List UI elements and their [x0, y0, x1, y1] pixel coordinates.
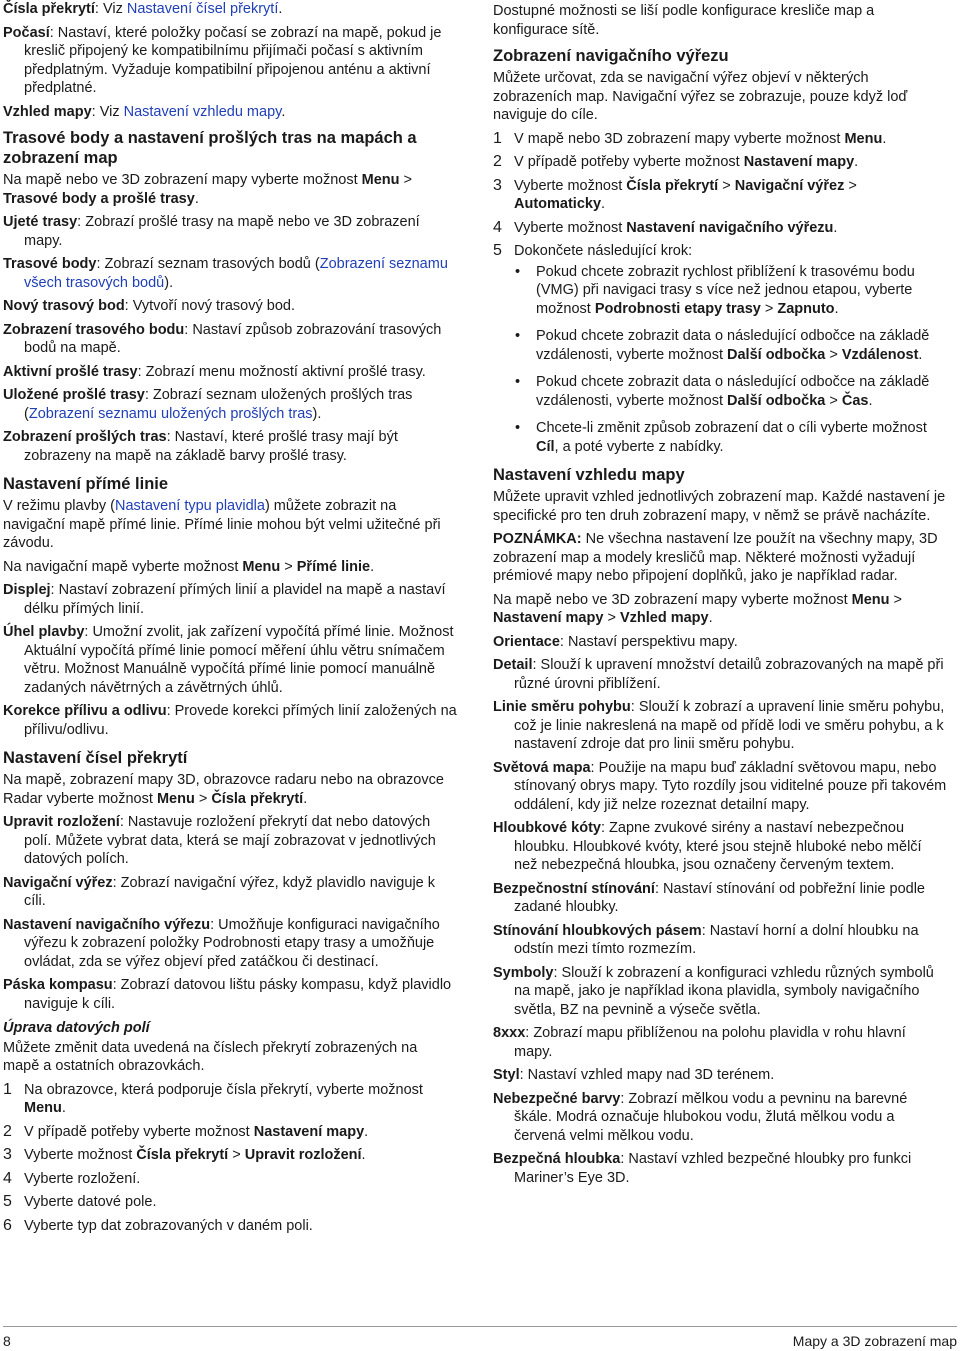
def-item: Páska kompasu: Zobrazí datovou lištu pásky kompasu, když plavidlo naviguje k cíli.: [3, 977, 452, 1012]
def-item: Korekce přílivu a odlivu: Provede korekci přímých linií založených na přílivu/odlivu.: [3, 703, 457, 738]
def-item: Displej: Nastaví zobrazení přímých linií a plavidel na mapě a nastaví délku přímých linií.: [3, 582, 446, 617]
def-item: Styl: Nastaví vzhled mapy nad 3D terénem.: [493, 1067, 775, 1083]
def-item: Orientace: Nastaví perspektivu mapy.: [493, 633, 738, 650]
link-overlay-settings[interactable]: Nastavení čísel překrytí: [126, 1, 279, 17]
chapter-title: Mapy a 3D zobrazení map: [792, 1333, 957, 1349]
heading-edit-data-fields: Úprava datových polí: [3, 1020, 150, 1036]
page-footer: [3, 1326, 957, 1349]
def-item: Nový trasový bod: Vytvoří nový trasový bod.: [3, 298, 295, 314]
def-item: Bezpečnostní stínování: Nastaví stínování od pobřežní linie podle zadané hloubky.: [493, 880, 925, 915]
heading-overlay-numbers: Nastavení čísel překrytí: [3, 749, 188, 767]
nav-inset-steps: [493, 130, 947, 457]
bullet-item: • Pokud chcete zobrazit rychlost přiblížení k trasovému bodu (VMG) při navigaci trasy s více než jednou etapou, vyberte možnost Podrobnosti etapy trasy > Zapnuto.: [515, 263, 947, 319]
step: 5 Vyberte datové pole.: [3, 1193, 157, 1210]
link-waypoint-list[interactable]: Zobrazení seznamu všech trasových bodů: [24, 256, 448, 291]
step: 6 Vyberte typ dat zobrazovaných v daném poli.: [3, 1216, 313, 1234]
def-item: Uložené prošlé trasy: Zobrazí seznam uložených prošlých tras (Zobrazení seznamu uložených prošlých tras).: [3, 387, 413, 422]
nav-inset-intro: Můžete určovat, zda se navigační výřez objeví v některých zobrazeních map. Navigační výřez se zobrazuje, pouze když loď naviguje do cíle.: [493, 70, 908, 123]
def-item: Úhel plavby: Umožní zvolit, jak zařízení vypočítá přímé linie. Možnost Aktuální vypočítá přímé linie pomocí měření úhlu větru snímačem větru. Možnost Manuálně vypočítá přímé linie pomocí manuálně zadaných návětrných a závětrných úhlů.: [3, 624, 454, 696]
link-saved-tracks-list[interactable]: Zobrazení seznamu uložených prošlých tras: [28, 405, 313, 422]
def-item: Zobrazení trasového bodu: Nastaví způsob zobrazování trasových bodů na mapě.: [3, 321, 442, 356]
def-item: Stínování hloubkových pásem: Nastaví horní a dolní hloubku na odstín mezi tímto rozmezím.: [493, 922, 919, 957]
bullet-item: • Pokud chcete zobrazit data o následující odbočce na základě vzdálenosti, vyberte možnost Další odbočka > Vzdálenost.: [515, 327, 947, 364]
heading-map-look: Nastavení vzhledu mapy: [493, 466, 685, 484]
step: 2 V případě potřeby vyberte možnost Nastavení mapy.: [493, 153, 859, 170]
step: 3 Vyberte možnost Čísla překrytí > Upravit rozložení.: [3, 1146, 366, 1163]
def-item: Ujeté trasy: Zobrazí prošlé trasy na mapě nebo ve 3D zobrazení mapy.: [3, 214, 420, 249]
step: 4 Vyberte rozložení.: [3, 1169, 141, 1187]
step: 4 Vyberte možnost Nastavení navigačního výřezu.: [493, 218, 838, 236]
def-item: Navigační výřez: Zobrazí navigační výřez, když plavidlo naviguje k cíli.: [3, 874, 436, 909]
page-number: 8: [3, 1333, 11, 1349]
def-item: Hloubkové kóty: Zapne zvukové sirény a nastaví nebezpečnou hloubku. Hloubkové kvóty, které jsou stejně hluboké nebo mělčí než nebezpečná hloubka, jsou označeny červeným textem.: [493, 820, 922, 873]
def-item: Zobrazení prošlých tras: Nastaví, které prošlé trasy mají být zobrazeny na mapě na základě barvy prošlé trasy.: [3, 429, 398, 464]
def-item: Aktivní prošlé trasy: Zobrazí menu možností aktivní prošlé trasy.: [3, 363, 426, 380]
def-item: Detail: Slouží k upravení množství detailů zobrazovaných na mapě při různé úrovni přiblížení.: [493, 657, 944, 692]
heading-waypoints-tracks: Trasové body a nastavení prošlých tras na mapách a zobrazení map: [3, 129, 417, 167]
bullet-item: • Chcete-li změnit způsob zobrazení dat o cíli vyberte možnost Cíl, a poté vyberte z nabídky.: [515, 419, 947, 456]
laylines-intro: V režimu plavby (Nastavení typu plavidla) můžete zobrazit na navigační mapě přímé linie. Přímé linie mohou být velmi užitečné při závodu.: [3, 498, 441, 551]
heading-laylines: Nastavení přímé linie: [3, 475, 169, 493]
laylines-def-list: [3, 581, 457, 739]
edit-intro: Můžete změnit data uvedená na číslech překrytí zobrazených na mapě a ostatních obrazovkách.: [3, 1039, 418, 1074]
heading-nav-inset: Zobrazení navigačního výřezu: [493, 47, 729, 65]
link-vessel-type[interactable]: Nastavení typu plavidla: [115, 498, 265, 514]
map-look-note: POZNÁMKA: Ne všechna nastavení lze použít na všechny mapy, 3D zobrazení map a modely kresličů map. Některé možnosti vyžadují prémiové mapy nebo připojení doplňků, jako je například radar.: [493, 531, 938, 584]
def-item: Symboly: Slouží k zobrazení a konfiguraci vzhledu různých symbolů na mapě, jako je například ikona plavidla, symboly navigačního světla, BZ na pevnině a výseče světla.: [493, 964, 934, 1018]
map-look-instruction: Na mapě nebo ve 3D zobrazení mapy vyberte možnost Menu > Nastavení mapy > Vzhled mapy.: [493, 591, 903, 626]
step: 3 Vyberte možnost Čísla překrytí > Navigační výřez > Automaticky.: [493, 176, 857, 212]
def-item: Trasové body: Zobrazí seznam trasových bodů (Zobrazení seznamu všech trasových bodů).: [3, 256, 448, 291]
def-map-look: Vzhled mapy: Viz Nastavení vzhledu mapy.: [3, 103, 286, 120]
map-look-intro: Můžete upravit vzhled jednotlivých zobrazení map. Každé nastavení je specifické pro ten druh zobrazení mapy, v němž se právě nacházíte.: [493, 489, 946, 524]
step: 2 V případě potřeby vyberte možnost Nastavení mapy.: [3, 1122, 369, 1140]
step: 5 Dokončete následující krok: • Pokud chcete zobrazit rychlost přiblížení k trasovému bodu (VMG) při navigaci trasy s více než jednou etapou, vyberte možnost Podrobnosti etapy trasy > Zapnuto. • Pokud chcete zobrazit data o následující odbočce na základě vzdálenosti, vyberte možnost Další odbočka > Vzdálenost. • Pokud chcete zobrazit data o následující odbočce na základě vzdálenosti, vyberte možnost Další odbočka > Čas. • Chcete-li změnit způsob zobrazení dat o cíli vyberte možnost Cíl, a poté vyberte z nabídky.: [493, 242, 947, 456]
def-item: Světová mapa: Použije na mapu buď základní světovou mapu, nebo stínovaný obrys mapy. Tyto rozdíly jsou viditelné pouze při takovém oddálení, kdy již nelze rozeznat detailní mapy.: [493, 759, 947, 813]
bullet-item: • Pokud chcete zobrazit data o následující odbočce na základě vzdálenosti, vyberte možnost Další odbočka > Čas.: [515, 373, 947, 410]
left-column: [3, 0, 457, 1240]
options-note: Dostupné možnosti se liší podle konfigurace kresliče map a konfigurace sítě.: [493, 3, 875, 38]
def-item: Nebezpečné barvy: Zobrazí mělkou vodu a pevninu na barevné škále. Modrá označuje hlubokou vodu, žlutá mělkou vodu a červená velmi mělkou vodu.: [493, 1090, 908, 1144]
overlay-def-list: [3, 813, 457, 1013]
laylines-instruction: Na navigační mapě vyberte možnost Menu > Přímé linie.: [3, 558, 375, 575]
nav-inset-bullets: [493, 263, 947, 457]
def-item: Bezpečná hloubka: Nastaví vzhled bezpečné hloubky pro funkci Mariner’s Eye 3D.: [493, 1151, 912, 1186]
def-weather: Počasí: Nastaví, které položky počasí se zobrazí na mapě, pokud je kreslič připojený ke kompatibilnímu přijímači počasí s aktivním předplatným. Vyžaduje kompatibilní připojenou anténu a aktivní předplatné.: [3, 24, 442, 96]
edit-steps: [3, 1081, 457, 1236]
def-item: 8xxx: Zobrazí mapu přiblíženou na polohu plavidla v rohu hlavní mapy.: [493, 1025, 906, 1060]
tracks-intro: Na mapě nebo ve 3D zobrazení mapy vyberte možnost Menu > Trasové body a prošlé trasy.: [3, 172, 413, 207]
def-overlay-numbers: Čísla překrytí: Viz Nastavení čísel překrytí.: [3, 1, 283, 17]
overlay-intro: Na mapě, zobrazení mapy 3D, obrazovce radaru nebo na obrazovce Radar vyberte možnost Menu > Čísla překrytí.: [3, 772, 444, 807]
step: 1 V mapě nebo 3D zobrazení mapy vyberte možnost Menu.: [493, 129, 887, 147]
right-column: [493, 2, 947, 1192]
def-item: Nastavení navigačního výřezu: Umožňuje konfiguraci navigačního výřezu k zobrazení položky Podrobnosti etapy trasy a umožňuje ovládat, zda se výřez objeví před zatáčkou či destinací.: [3, 916, 440, 970]
def-item: Linie směru pohybu: Slouží k zobrazí a upravení linie směru pohybu, což je linie nakreslená na mapě od přídě lodi ve směru pohybu, a k nastavení zdroje dat pro linii směru pohybu.: [493, 699, 945, 752]
step: 1 Na obrazovce, která podporuje čísla překrytí, vyberte možnost Menu.: [3, 1080, 423, 1116]
map-settings-list: [3, 0, 457, 121]
link-map-look-settings[interactable]: Nastavení vzhledu mapy: [123, 103, 282, 120]
def-item: Upravit rozložení: Nastavuje rozložení překrytí dat nebo datových polí. Můžete vybrat data, která se mají zobrazovat v jednotlivých datových polích.: [3, 814, 436, 867]
map-look-def-list: [493, 633, 947, 1188]
tracks-def-list: [3, 213, 457, 465]
